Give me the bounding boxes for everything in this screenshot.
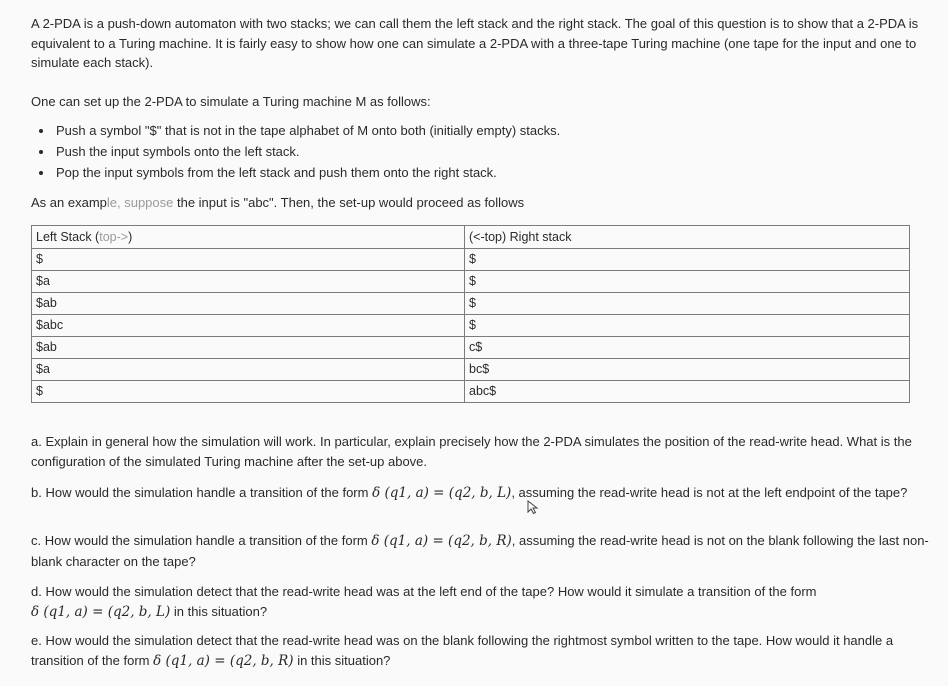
table-row: [32, 249, 910, 271]
mouse-pointer-icon: [527, 500, 539, 514]
table-row: [32, 337, 910, 359]
setup-steps-list: [36, 120, 560, 183]
left-header-label: Left Stack (: [36, 229, 100, 244]
question-b: [31, 483, 931, 504]
list-item: • Push a symbol "$" that is not in the tape alphabet of M onto both (initially empty) stacks.: [54, 120, 560, 141]
table-row: [32, 381, 910, 403]
right-stack-cell: $: [465, 271, 910, 293]
right-stack-cell: abc$: [465, 381, 910, 403]
question-c-formula: δ (q1, a) = (q2, b, R): [371, 533, 512, 549]
left-header-hint: top->: [99, 229, 129, 244]
example-text-rest: the input is "abc". Then, the set-up would proceed as follows: [173, 195, 525, 210]
left-stack-cell: $abc: [32, 315, 465, 337]
list-item: • Push the input symbols onto the left stack.: [54, 141, 560, 162]
question-e: [31, 631, 931, 671]
left-header-close: ): [128, 229, 133, 244]
right-stack-cell: bc$: [465, 359, 910, 381]
table-header-row: [32, 226, 910, 249]
left-stack-cell: $a: [32, 271, 465, 293]
left-stack-cell: $: [32, 381, 465, 403]
question-a: a. Explain in general how the simulation will work. In particular, explain precisely how the 2-PDA simulates the position of the read-write head. What is the configuration of the simulated Turing machine after the set-up above.: [31, 434, 912, 469]
question-c-text: c. How would the simulation handle a transition of the form: [31, 533, 372, 548]
left-stack-cell: $ab: [32, 337, 465, 359]
right-stack-cell: c$: [465, 337, 910, 359]
example-text-faded: le, suppose: [106, 195, 174, 210]
question-d: [31, 582, 931, 622]
example-text-start: As an examp: [31, 195, 107, 210]
table-row: [32, 359, 910, 381]
stack-table: [31, 225, 910, 403]
right-stack-cell: $: [465, 315, 910, 337]
table-row: [32, 271, 910, 293]
left-stack-cell: $ab: [32, 293, 465, 315]
question-d-formula: δ (q1, a) = (q2, b, L): [31, 603, 171, 620]
intro-paragraph: A 2-PDA is a push-down automaton with two stacks; we can call them the left stack and the right stack. The goal of this question is to show that a 2-PDA is equivalent to a Turing machine. It is fairly easy to show how one can simulate a 2-PDA with a three-tape Turing machine (one tape for the input and one to simulate each stack).: [31, 16, 919, 70]
right-stack-cell: $: [465, 249, 910, 271]
question-b-formula: δ (q1, a) = (q2, b, L): [372, 485, 512, 501]
example-sentence: [31, 193, 931, 213]
left-stack-cell: $: [32, 249, 465, 271]
question-b-text: b. How would the simulation handle a transition of the form: [31, 485, 373, 500]
question-e-formula: δ (q1, a) = (q2, b, R): [153, 652, 294, 669]
table-row: [32, 315, 910, 337]
table-row: [32, 293, 910, 315]
left-stack-cell: $a: [32, 359, 465, 381]
question-e-text-end: in this situation?: [293, 652, 391, 668]
question-d-text-end: in this situation?: [170, 603, 268, 619]
list-item: • Pop the input symbols from the left stack and push them onto the right stack.: [54, 162, 560, 183]
question-b-text-end: , assuming the read-write head is not at the left endpoint of the tape?: [511, 485, 908, 500]
question-e-text: e. How would the simulation detect that the read-write head was on the blank following the rightmost symbol written to the tape. How would it handle a transition of the form: [31, 633, 894, 668]
question-c-text-end: , assuming the read-write head is not on the blank following the last non-blank character on the tape?: [31, 533, 929, 569]
right-stack-cell: $: [465, 293, 910, 315]
left-stack-header: [32, 226, 465, 249]
right-stack-header: (<-top) Right stack: [465, 226, 910, 249]
question-c: [31, 531, 931, 571]
question-d-text: d. How would the simulation detect that the read-write head was at the left end of the tape? How would it simulate a transition of the form: [31, 584, 817, 599]
setup-intro: One can set up the 2-PDA to simulate a Turing machine M as follows:: [31, 94, 431, 109]
